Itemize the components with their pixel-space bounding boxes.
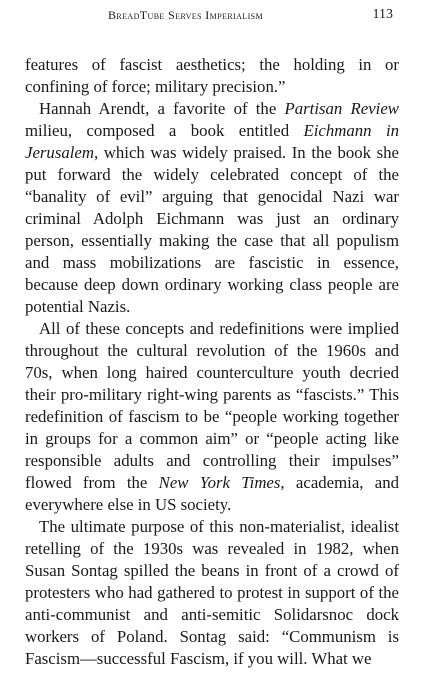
publication-new-york-times: New York Times bbox=[158, 473, 281, 492]
page-number: 113 bbox=[372, 7, 393, 22]
text-segment: All of these concepts and redefinitions were implied throughout the cultural revolution of the 1960s and 70s, when long haired counterculture youth decried their pro-military right-wing parents as “fascists.” This redefinition of fascism to be “people working together in groups for a common aim” or “people acting like responsible adults and controlling their impulses” flowed from the bbox=[25, 319, 399, 492]
text-segment: The ultimate purpose of this non-materialist, idealist retelling of the 1930s was revealed in 1982, when Susan Sontag spilled the beans in front of a crowd of protesters who had gathered to protest in support of the anti-communist and anti-semitic Solidarsnoc dock workers of Poland. Sontag said: “Communism is Fascism—successful Fascism, if you will. What we bbox=[25, 517, 399, 668]
running-title: BreadTube Serves Imperialism bbox=[108, 8, 264, 22]
text-segment: milieu, composed a book entitled bbox=[25, 121, 304, 140]
paragraph-3 bbox=[25, 318, 399, 516]
text-segment: Hannah Arendt, a favorite of the bbox=[39, 99, 285, 118]
text-segment: , which was widely praised. In the book she put forward the widely celebrated concept of the “banality of evil” arguing that genocidal Nazi war criminal Adolph Eichmann was just an ordinary person, essentially making the case that all populism and mass mobilizations are fascistic in essence, because deep down ordinary working class people are potential Nazis. bbox=[25, 143, 399, 316]
running-head bbox=[25, 6, 399, 30]
paragraph-2 bbox=[25, 98, 399, 318]
paragraph-4 bbox=[25, 516, 399, 668]
text-segment: , academia, and everywhere else in US society. bbox=[25, 473, 399, 514]
book-title-eichmann-in-jerusalem: Eichmann in Jerusalem bbox=[25, 121, 400, 162]
book-title-partisan-review: Partisan Review bbox=[284, 99, 399, 118]
paragraph-1 bbox=[25, 54, 399, 98]
text-segment: features of fascist aesthetics; the holding in or confining of force; military precision.” bbox=[25, 55, 399, 96]
body-text bbox=[25, 54, 400, 668]
